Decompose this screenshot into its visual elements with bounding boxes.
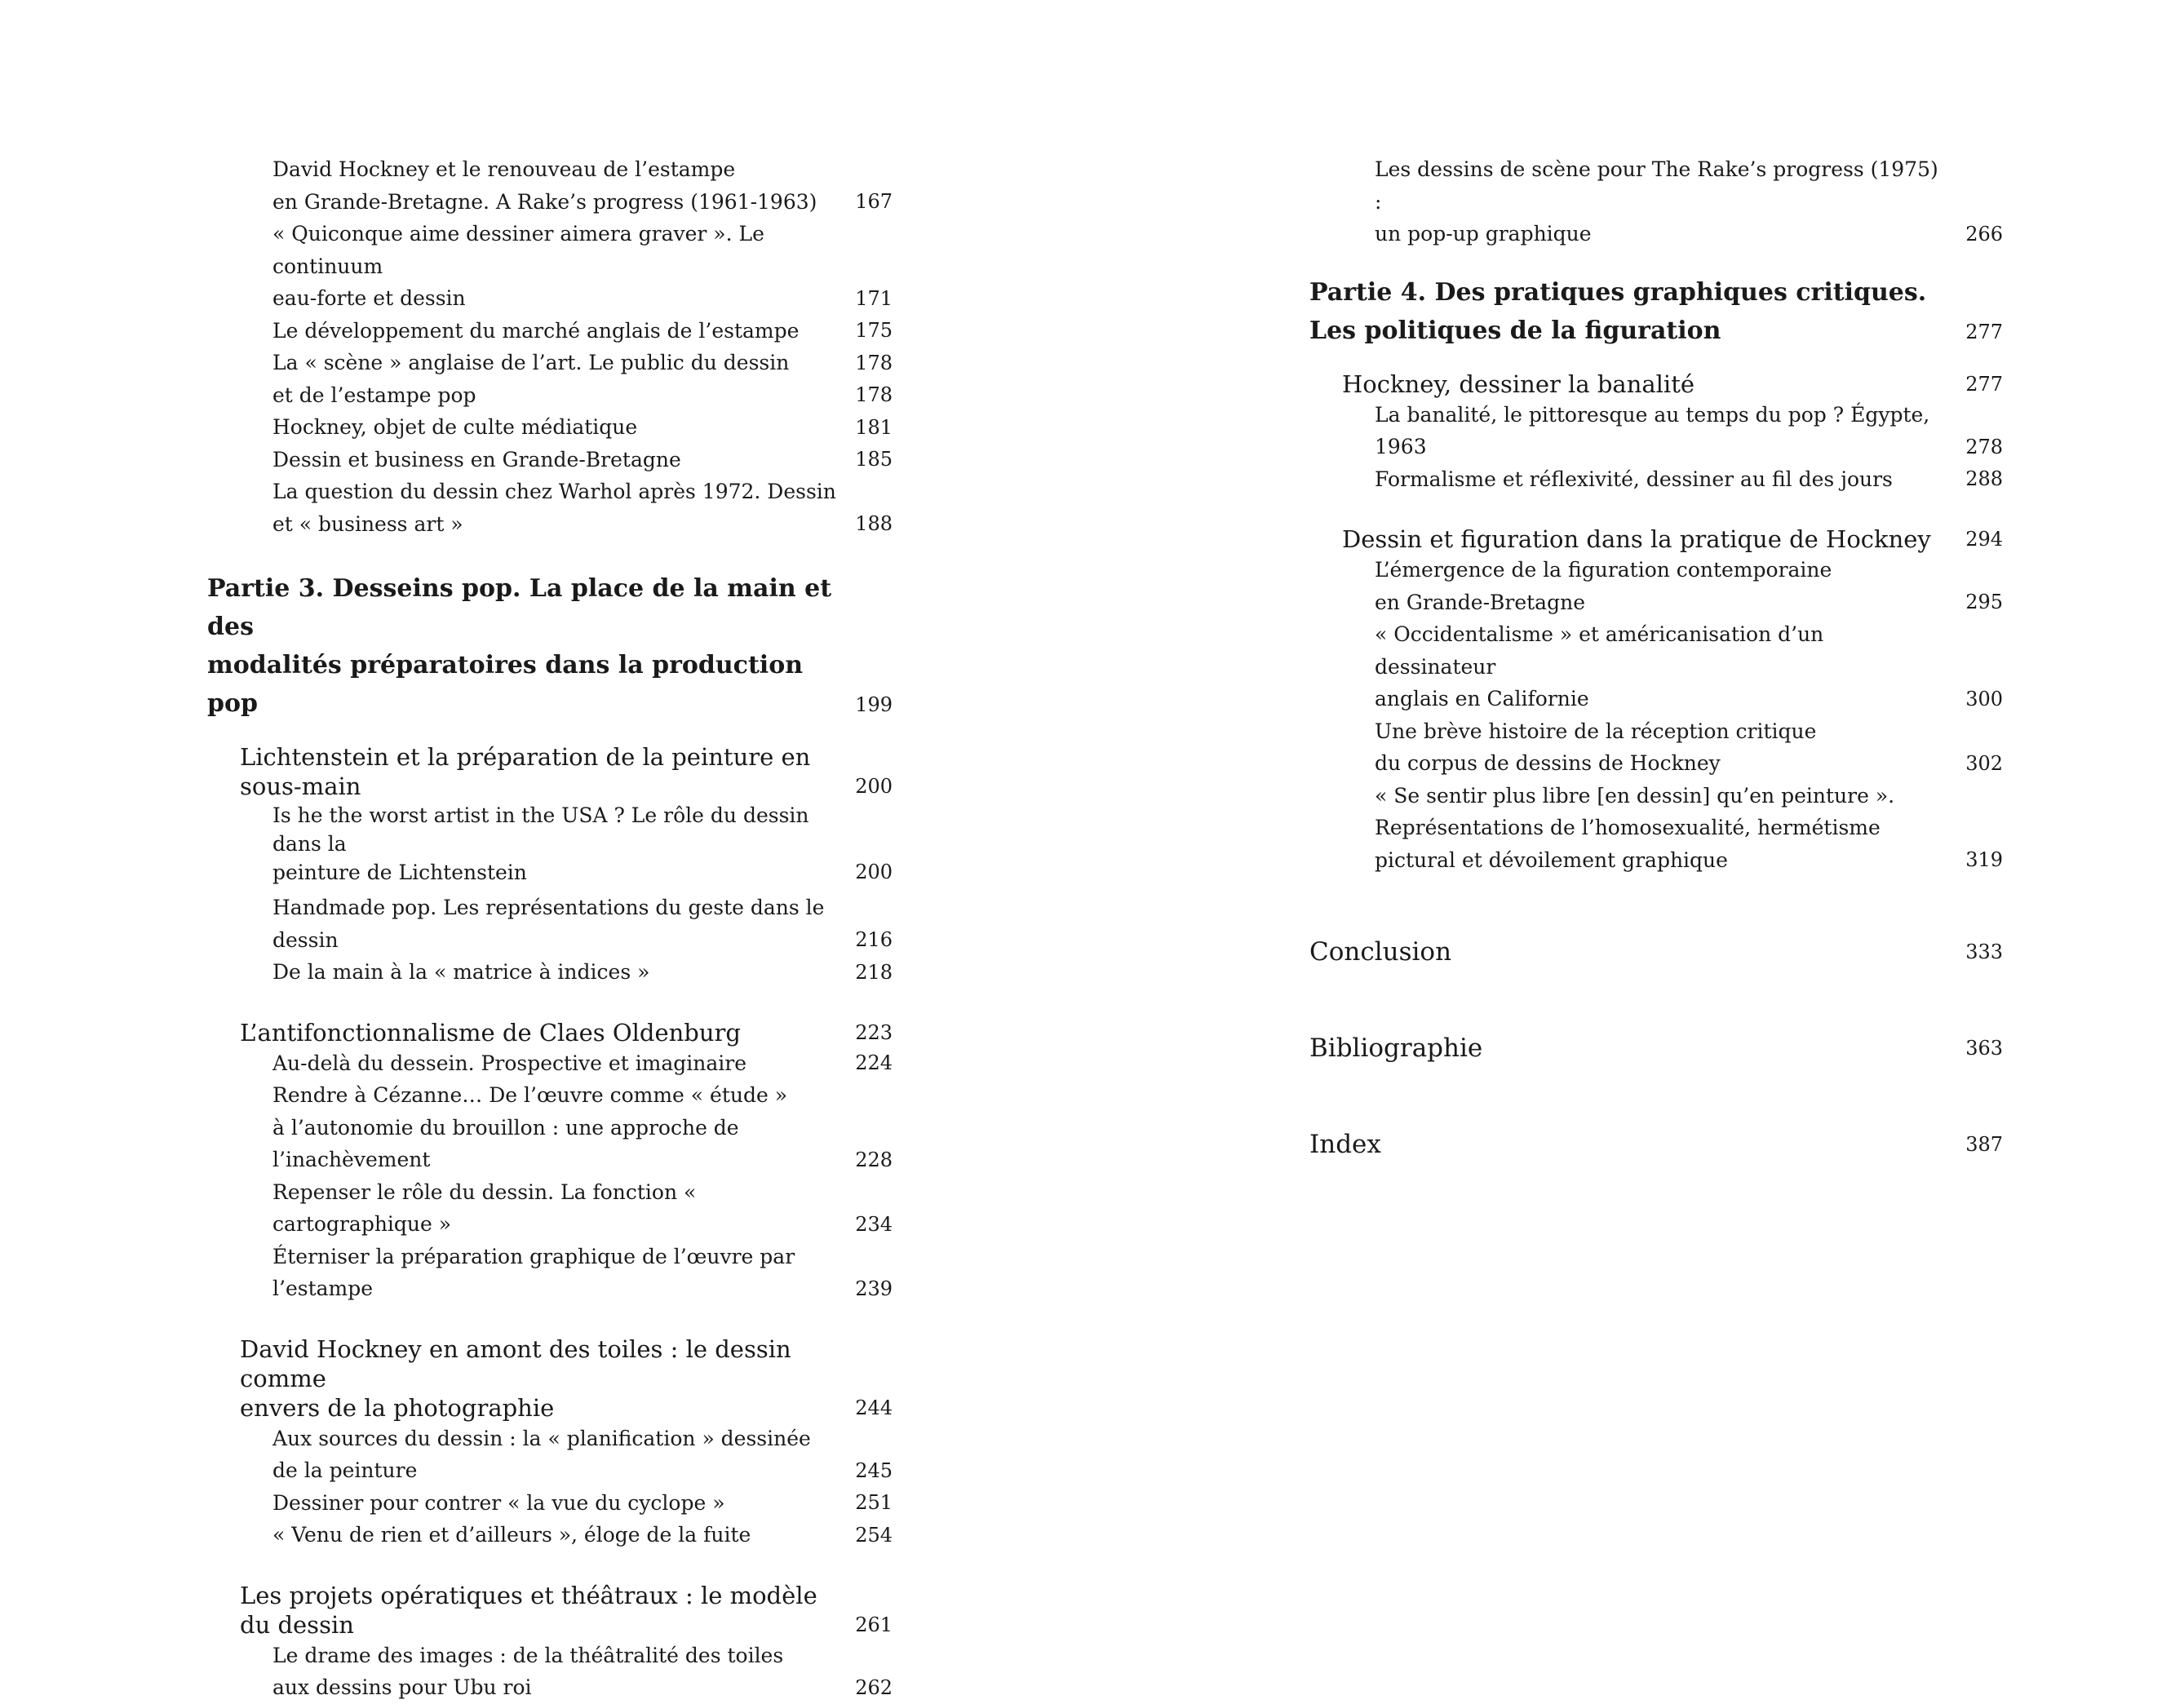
toc-page-number: 228 bbox=[855, 1148, 893, 1171]
toc-page-number: 277 bbox=[1965, 320, 2003, 343]
toc-entry-line: Le drame des images : de la théâtralité des toiles bbox=[272, 1643, 784, 1667]
toc-page-number: 319 bbox=[1965, 848, 2003, 871]
toc-entry bbox=[272, 1423, 893, 1487]
section-heading-line: Les projets opératiques et théâtraux : le modèle du dessin bbox=[240, 1581, 817, 1639]
toc-entry bbox=[272, 801, 893, 887]
toc-page-number: 199 bbox=[855, 693, 893, 716]
toc-page-number: 223 bbox=[855, 1020, 893, 1044]
part-heading bbox=[207, 569, 893, 723]
toc-entry bbox=[272, 892, 893, 956]
part-heading-line: modalités préparatoires dans la production pop bbox=[207, 651, 804, 718]
toc-entry-line: Handmade pop. Les représentations du geste dans le dessin bbox=[272, 896, 825, 952]
toc-entry-line: à l’autonomie du brouillon : une approche de l’inachèvement bbox=[272, 1115, 739, 1171]
toc-entry-line: « Se sentir plus libre [en dessin] qu’en peinture ». bbox=[1375, 783, 1895, 808]
toc-page-number: 239 bbox=[855, 1277, 893, 1300]
part-heading-line: Partie 3. Desseins pop. La place de la main et des bbox=[207, 574, 832, 641]
toc-entry-line: L’émergence de la figuration contemporaine bbox=[1375, 558, 1832, 582]
toc-page-number: 244 bbox=[855, 1396, 893, 1419]
toc-page-number: 181 bbox=[855, 415, 893, 439]
toc-page-number: 185 bbox=[855, 448, 893, 471]
section-heading bbox=[1342, 524, 2003, 554]
index-label: Index bbox=[1309, 1130, 1381, 1159]
toc-page-number: 234 bbox=[855, 1212, 893, 1236]
toc-entry-line: Repenser le rôle du dessin. La fonction « cartographique » bbox=[272, 1180, 697, 1236]
toc-entry-line: Les dessins de scène pour The Rake’s progress (1975) : bbox=[1375, 157, 1938, 214]
toc-entry bbox=[1375, 399, 2003, 463]
toc-entry-line: eau-forte et dessin bbox=[272, 286, 466, 310]
toc-entry bbox=[272, 218, 893, 315]
toc-page-number: 224 bbox=[855, 1051, 893, 1074]
toc-entry-line: Dessin et business en Grande-Bretagne bbox=[272, 447, 681, 471]
toc-page-number: 200 bbox=[855, 775, 893, 798]
toc-bibliography bbox=[1309, 1032, 2003, 1064]
section-heading bbox=[240, 1018, 893, 1047]
toc-entry bbox=[272, 1047, 893, 1080]
toc-entry bbox=[272, 1519, 893, 1551]
toc-entry-line: Une brève histoire de la réception critique bbox=[1375, 719, 1817, 743]
toc-index bbox=[1309, 1128, 2003, 1161]
toc-page-number: 178 bbox=[855, 351, 893, 374]
toc-entry bbox=[272, 411, 893, 444]
toc-entry-line: Le développement du marché anglais de l’estampe bbox=[272, 318, 800, 343]
section-heading bbox=[240, 742, 893, 801]
toc-entry bbox=[272, 1079, 893, 1176]
part-heading bbox=[1309, 273, 2003, 350]
toc-page-number: 300 bbox=[1965, 687, 2003, 710]
toc-page-number: 302 bbox=[1965, 751, 2003, 775]
toc-entry bbox=[1375, 463, 2003, 496]
toc-page-number: 333 bbox=[1965, 941, 2003, 963]
right-page bbox=[1309, 153, 2003, 1161]
section-heading bbox=[240, 1581, 893, 1640]
section-heading-line: L’antifonctionnalisme de Claes Oldenburg bbox=[240, 1018, 741, 1047]
toc-page-number: 175 bbox=[855, 319, 893, 342]
part-heading-line: Partie 4. Des pratiques graphiques critiques. bbox=[1309, 277, 1927, 307]
toc-entry-line: du corpus de dessins de Hockney bbox=[1375, 751, 1721, 775]
toc-entry-line: anglais en Californie bbox=[1375, 687, 1589, 710]
part-heading-line: Les politiques de la figuration bbox=[1309, 316, 1721, 345]
toc-page-number: 216 bbox=[855, 928, 893, 951]
toc-entry-line: Aux sources du dessin : la « planification » dessinée bbox=[272, 1426, 811, 1450]
toc-entry bbox=[272, 1176, 893, 1241]
toc-page-number: 178 bbox=[855, 383, 893, 406]
toc-page-number: 167 bbox=[855, 190, 893, 213]
toc-entry-line: Hockney, objet de culte médiatique bbox=[272, 415, 638, 439]
toc-entry-line: De la main à la « matrice à indices » bbox=[272, 960, 650, 984]
toc-entry-line: La banalité, le pittoresque au temps du pop ? Égypte, 1963 bbox=[1375, 402, 1930, 458]
toc-entry-line: Dessiner pour contrer « la vue du cyclope » bbox=[272, 1490, 725, 1515]
toc-page-number: 295 bbox=[1965, 591, 2003, 613]
toc-entry bbox=[272, 153, 893, 218]
toc-page-number: 188 bbox=[855, 512, 893, 535]
toc-entry-line: « Quiconque aime dessiner aimera graver ». Le continuum bbox=[272, 222, 764, 278]
toc-entry bbox=[272, 1487, 893, 1520]
toc-entry-line: et de l’estampe pop bbox=[272, 383, 476, 407]
section-heading-line: David Hockney en amont des toiles : le dessin comme bbox=[240, 1334, 791, 1392]
toc-entry-line: Au-delà du dessein. Prospective et imaginaire bbox=[272, 1051, 747, 1075]
toc-page-number: 288 bbox=[1965, 467, 2003, 490]
toc-entry bbox=[272, 476, 893, 540]
toc-entry bbox=[272, 956, 893, 989]
toc-conclusion bbox=[1309, 936, 2003, 968]
toc-entry bbox=[1375, 618, 2003, 715]
toc-entry-line: un pop-up graphique bbox=[1375, 222, 1592, 246]
toc-entry bbox=[272, 347, 893, 379]
toc-entry bbox=[272, 315, 893, 347]
toc-page-number: 261 bbox=[855, 1613, 893, 1636]
left-page bbox=[207, 153, 893, 1704]
toc-page-number: 171 bbox=[855, 286, 893, 310]
toc-page-number: 262 bbox=[855, 1675, 893, 1699]
toc-page-number: 245 bbox=[855, 1458, 893, 1482]
toc-entry-line: en Grande-Bretagne. A Rake’s progress (1961-1963) bbox=[272, 189, 817, 214]
toc-page-number: 251 bbox=[855, 1491, 893, 1514]
bibliography-label: Bibliographie bbox=[1309, 1033, 1483, 1063]
toc-page-number: 363 bbox=[1965, 1037, 2003, 1060]
section-heading-line: envers de la photographie bbox=[240, 1393, 555, 1422]
toc-page-number: 277 bbox=[1965, 372, 2003, 396]
toc-entry bbox=[272, 444, 893, 476]
toc-page-number: 200 bbox=[855, 861, 893, 883]
toc-entry bbox=[1375, 153, 2003, 250]
toc-entry-line: peinture de Lichtenstein bbox=[272, 861, 527, 884]
toc-entry-line: La question du dessin chez Warhol après 1972. Dessin bbox=[272, 480, 836, 503]
toc-entry bbox=[1375, 554, 2003, 618]
toc-entry-line: et « business art » bbox=[272, 511, 463, 536]
toc-entry-line: La « scène » anglaise de l’art. Le public du dessin bbox=[272, 351, 790, 374]
toc-page-number: 218 bbox=[855, 960, 893, 984]
toc-entry-line: Éterniser la préparation graphique de l’œuvre par l’estampe bbox=[272, 1244, 795, 1300]
toc-entry bbox=[272, 1241, 893, 1305]
toc-entry bbox=[1375, 715, 2003, 780]
toc-entry bbox=[272, 379, 893, 412]
section-heading bbox=[1342, 370, 2003, 399]
toc-entry bbox=[1375, 780, 2003, 877]
section-heading bbox=[240, 1334, 893, 1423]
toc-entry-line: aux dessins pour Ubu roi bbox=[272, 1675, 532, 1699]
conclusion-label: Conclusion bbox=[1309, 937, 1452, 967]
toc-entry-line: « Venu de rien et d’ailleurs », éloge de la fuite bbox=[272, 1523, 751, 1547]
toc-page-number: 266 bbox=[1965, 222, 2003, 246]
toc-entry-line: Is he the worst artist in the USA ? Le rôle du dessin dans la bbox=[272, 803, 809, 856]
toc-page-number: 254 bbox=[855, 1523, 893, 1547]
toc-entry-line: en Grande-Bretagne bbox=[1375, 590, 1585, 614]
toc-page-number: 278 bbox=[1965, 435, 2003, 458]
section-heading-line: Hockney, dessiner la banalité bbox=[1342, 370, 1695, 398]
toc-entry-line: pictural et dévoilement graphique bbox=[1375, 848, 1728, 872]
toc-entry-line: « Occidentalisme » et américanisation d’un dessinateur bbox=[1375, 622, 1824, 679]
section-heading-line: Dessin et figuration dans la pratique de Hockney bbox=[1342, 525, 1931, 553]
section-heading-line: Lichtenstein et la préparation de la peinture en sous-main bbox=[240, 743, 811, 800]
toc-entry-line: Rendre à Cézanne… De l’œuvre comme « étude » bbox=[272, 1083, 788, 1107]
toc-entry-line: de la peinture bbox=[272, 1458, 418, 1482]
toc-entry-line: David Hockney et le renouveau de l’estampe bbox=[272, 157, 736, 181]
toc-entry-line: Formalisme et réflexivité, dessiner au fil des jours bbox=[1375, 467, 1893, 491]
toc-page-number: 294 bbox=[1965, 528, 2003, 551]
toc-entry-line: Représentations de l’homosexualité, hermétisme bbox=[1375, 816, 1881, 839]
toc-entry bbox=[272, 1640, 893, 1704]
toc-page-number: 387 bbox=[1965, 1133, 2003, 1156]
